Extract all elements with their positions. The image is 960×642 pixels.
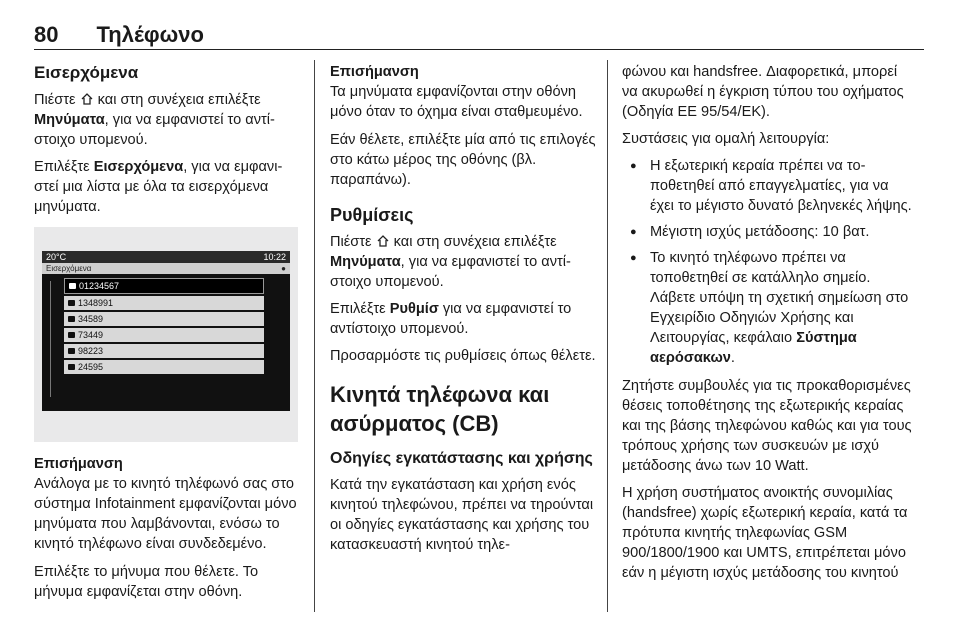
text: Επιλέξτε — [330, 301, 390, 317]
text: Πιέστε — [330, 234, 376, 250]
text: και στη συνέχεια επιλέξτε — [389, 234, 557, 250]
note — [330, 62, 598, 122]
text: Επιλέξτε — [34, 159, 94, 175]
bold-term: Μηνύματα — [34, 112, 105, 128]
paragraph: Συστάσεις για ομαλή λειτουργία: — [622, 131, 830, 147]
bold-term: Ρυθμίσ — [389, 301, 439, 317]
paragraph — [34, 157, 298, 217]
column-divider-2 — [607, 60, 608, 612]
column-1 — [34, 62, 298, 609]
chapter-heading-mobile-cb: Κινητά τηλέφωνα και ασύρματος (CB) — [330, 382, 550, 436]
paragraph: Επιλέξτε το μήνυμα που θέλετε. Το μήνυμα εμφανίζεται στην οθόνη. — [34, 564, 259, 600]
bold-term: Εισερχόμενα — [93, 159, 184, 175]
text: και στη συνέχεια επιλέξτε — [93, 92, 261, 108]
infotainment-screen — [42, 251, 290, 411]
subheading-instructions: Οδηγίες εγκατάστασης και χρήσης — [330, 450, 593, 467]
list-item[interactable]: 01234567 — [64, 278, 264, 294]
text: για να εμφανιστεί το αντίστοιχο υπομενού. — [330, 301, 572, 337]
paragraph — [34, 90, 298, 150]
column-2 — [330, 62, 598, 562]
message-list — [64, 278, 264, 376]
chapter-title: Τηλέφωνο — [96, 22, 204, 47]
paragraph: Ζητήστε συμβουλές για τις προκαθορισμένες θέσεις τοποθέτησης της εξωτερικής κεραίας και της βάσης τηλεφώνου καθώς και για τους τρόπους χρήσης των συσκευών με ισχύ μετάδοσης άνω των 10 Watt. — [622, 378, 912, 474]
recommendations-list — [622, 156, 912, 368]
page-number: 80 — [34, 22, 59, 47]
bold-term: Μηνύματα — [330, 254, 401, 270]
column-divider-1 — [314, 60, 315, 612]
temperature: 20°C — [46, 252, 67, 262]
paragraph — [330, 232, 598, 292]
note-body: Ανάλογα με το κινητό τηλέφωνό σας στο σύστημα Infotainment εμφανίζονται μόνο μηνύματα που λαμβάνονται, ενόσω το κινητό τηλέφωνο είναι συνδεδεμένο. — [34, 476, 297, 552]
note-title: Επισήμανση — [34, 456, 123, 472]
text: , για να εμφανιστεί το αντίστοιχο υπομενού. — [330, 254, 571, 290]
list-item: ● Μέγιστη ισχύς μετάδοσης: 10 βατ. — [622, 222, 912, 242]
text: Το κινητό τηλέφωνο πρέπει να τοποθετηθεί σε κατάλληλο σημείο. Λάβετε υπόψη τη σχετική σημείωση στο Εγχειρίδιο Οδηγιών Χρήσης και Λειτουργίας, κεφάλαιο — [650, 250, 909, 346]
screen-title-bar — [42, 263, 290, 274]
paragraph: φώνου και handsfree. Διαφορετικά, μπορεί να ακυρωθεί η έγκριση τύπου του οχήματος (Οδηγία ΕΕ 95/54/ΕΚ). — [622, 64, 904, 120]
bold-term: Σύστημα αερόσακων — [650, 330, 857, 366]
paragraph: Η χρήση συστήματος ανοικτής συνομιλίας (handsfree) χωρίς εξωτερική κεραία, κατά τα πρότυπα κινητής τηλεφωνίας GSM 900/1800/1900 και UMTS, επιτρέπεται μόνο εάν η μέγιστη ισχύς μετάδοσης του κινητού — [622, 485, 908, 581]
text: , για να εμφανιστεί το αντίστοιχο υπομενού. — [34, 112, 275, 148]
section-heading-settings: Ρυθμίσεις — [330, 205, 414, 225]
list-item[interactable]: 98223 — [64, 344, 264, 358]
home-icon — [80, 92, 94, 106]
paragraph: Κατά την εγκατάσταση και χρήση ενός κινητού τηλεφώνου, πρέπει να τηρούνται οι οδηγίες εγκατάστασης και χρήσης του κατασκευαστή κινητού τηλε- — [330, 477, 594, 553]
text: Πιέστε — [34, 92, 80, 108]
clock: 10:22 — [263, 252, 286, 262]
status-bar — [42, 251, 290, 263]
text: . — [730, 350, 735, 366]
home-icon — [376, 234, 390, 248]
list-item: ● Η εξωτερική κεραία πρέπει να τοποθετηθεί από επαγγελματίες, για να έχει το μέγιστο δυνατό βεληνεκές λήψης. — [622, 156, 912, 216]
paragraph — [330, 299, 598, 339]
list-item[interactable]: 34589 — [64, 312, 264, 326]
section-heading-inbox: Εισερχόμενα — [34, 63, 139, 82]
list-item[interactable]: 73449 — [64, 328, 264, 342]
column-3 — [622, 62, 912, 590]
list-item[interactable]: 24595 — [64, 360, 264, 374]
paragraph: Προσαρμόστε τις ρυθμίσεις όπως θέλετε. — [330, 348, 596, 364]
list-item — [622, 248, 912, 368]
paragraph: Εάν θέλετε, επιλέξτε μία από τις επιλογές στο κάτω μέρος της οθόνης (βλ. παραπάνω). — [330, 132, 596, 188]
text: , για να εμφανιστεί μια λίστα με όλα τα εισερχόμενα μηνύματα. — [34, 159, 283, 215]
page-header — [34, 22, 204, 52]
note-title: Επισήμανση — [330, 64, 419, 80]
scrollbar[interactable] — [50, 281, 57, 397]
status-icons: ● — [281, 264, 286, 273]
header-rule — [34, 49, 924, 50]
note-body: Τα μηνύματα εμφανίζονται στην οθόνη μόνο όταν το όχημα είναι σταθμευμένο. — [330, 84, 583, 120]
note — [34, 454, 298, 554]
inbox-screenshot — [34, 227, 298, 442]
screen-title: Εισερχόμενα — [46, 264, 92, 273]
list-item[interactable]: 1348991 — [64, 296, 264, 310]
